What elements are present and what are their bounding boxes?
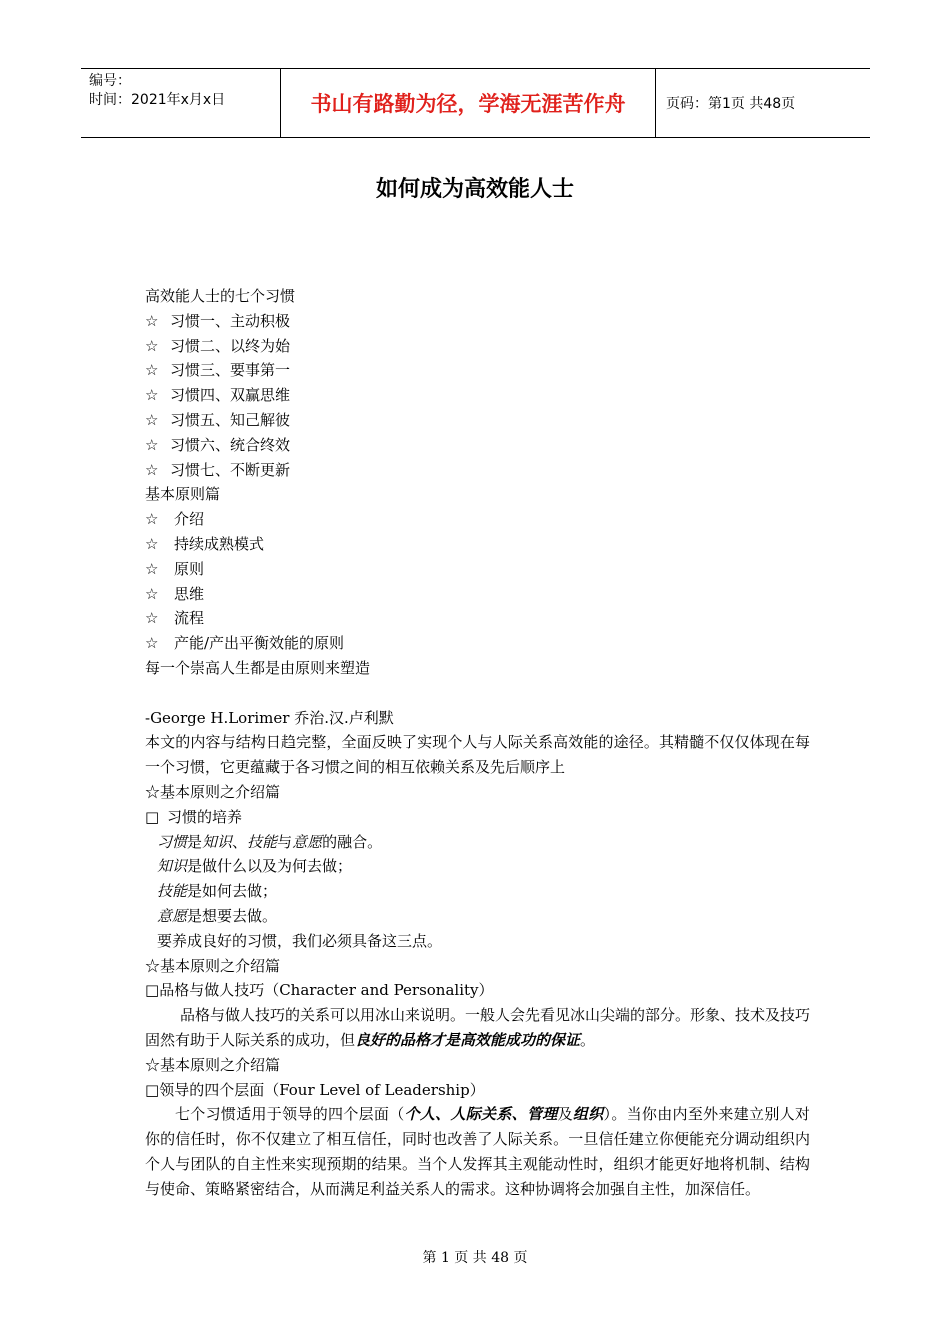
habit-item: ☆ 习惯七、不断更新 [145,458,810,483]
intro-paragraph: 本文的内容与结构日趋完整，全面反映了实现个人与人际关系高效能的途径。其精髓不仅仅体现在每一个习惯，它更蕴藏于各习惯之间的相互依赖关系及先后顺序上 [145,733,810,777]
checkbox-bullet: □ [145,807,160,826]
basics-item: ☆ 持续成熟模式 [145,532,810,557]
habit-section-title: □ 习惯的培养 [145,805,810,830]
basics-item: ☆ 思维 [145,582,810,607]
star-bullet: ☆ [145,386,159,405]
habit-item: ☆ 习惯三、要事第一 [145,358,810,383]
skill-line: 技能是如何去做； [157,882,278,901]
basics-heading: 基本原则篇 [145,485,221,504]
star-bullet: ☆ [145,534,159,553]
basics-item: ☆ 产能/产出平衡效能的原则 [145,631,810,656]
section-heading: ☆基本原则之介绍篇 [145,956,281,975]
habit-item: ☆ 习惯二、以终为始 [145,334,810,359]
checkbox-bullet: □ [145,981,160,1000]
star-bullet: ☆ [145,311,159,330]
header-page-info: 页码：第1页 共48页 [666,96,796,112]
header-meta [81,69,281,137]
star-bullet: ☆ [145,336,159,355]
header-motto: 书山有路勤为径，学海无涯苦作舟 [281,69,656,137]
star-bullet: ☆ [145,584,159,603]
desire-line: 意愿是想要去做。 [157,906,278,925]
star-bullet: ☆ [145,361,159,380]
star-bullet: ☆ [145,634,159,653]
character-section-title: □品格与做人技巧（Character and Personality） [145,981,494,1000]
document-body [145,284,810,1201]
habit-item: ☆ 习惯四、双赢思维 [145,383,810,408]
page-footer: 第 1 页 共 48 页 [422,1250,528,1266]
basics-item: ☆ 流程 [145,606,810,631]
document-title: 如何成为高效能人士 [375,177,574,202]
character-paragraph: 品格与做人技巧的关系可以用冰山来说明。一般人会先看见冰山尖端的部分。形象、技术及技巧固然有助于人际关系的成功，但良好的品格才是高效能成功的保证。 [145,1006,811,1049]
page-header [81,68,870,138]
leadership-section-title: □领导的四个层面（Four Level of Leadership） [145,1080,485,1099]
basics-item: ☆ 介绍 [145,507,810,532]
quote: 每一个崇高人生都是由原则来塑造 [145,658,371,677]
star-bullet: ☆ [145,510,159,529]
star-bullet: ☆ [145,460,159,479]
basics-item: ☆ 原则 [145,557,810,582]
knowledge-line: 知识是做什么以及为何去做； [157,857,353,876]
habit-item: ☆ 习惯一、主动积极 [145,309,810,334]
checkbox-bullet: □ [145,1080,160,1099]
leadership-paragraph: 七个习惯适用于领导的四个层面（个人、人际关系、管理及组织）。当你由内至外来建立别人对你的信任时，你不仅建立了相互信任，同时也改善了人际关系。一旦信任建立你便能充分调动组织内个人与团队的自主性来实现预期的结果。当个人发挥其主观能动性时，组织才能更好地将机制、结构与使命、策略紧密结合，从而满足利益关系人的需求。这种协调将会加强自主性，加深信任。 [145,1105,810,1198]
blank-line [145,681,810,706]
star-bullet: ☆ [145,559,159,578]
toc-heading: 高效能人士的七个习惯 [145,287,296,305]
habit-item: ☆ 习惯六、统合终效 [145,433,810,458]
quote-author: -George H.Lorimer 乔治.汉.卢利默 [145,708,394,727]
star-bullet: ☆ [145,410,159,429]
number-label: 编号： [89,73,131,89]
habit-summary-line: 要养成良好的习惯，我们必须具备这三点。 [157,931,443,950]
habit-item: ☆ 习惯五、知己解彼 [145,408,810,433]
star-bullet: ☆ [145,435,159,454]
section-heading: ☆基本原则之介绍篇 [145,1055,281,1074]
star-bullet: ☆ [145,609,159,628]
habit-definition-line: 习惯是知识、技能与意愿的融合。 [157,832,383,851]
date-line: 时间：2021年x月x日 [89,92,226,108]
section-heading: ☆基本原则之介绍篇 [145,782,281,801]
